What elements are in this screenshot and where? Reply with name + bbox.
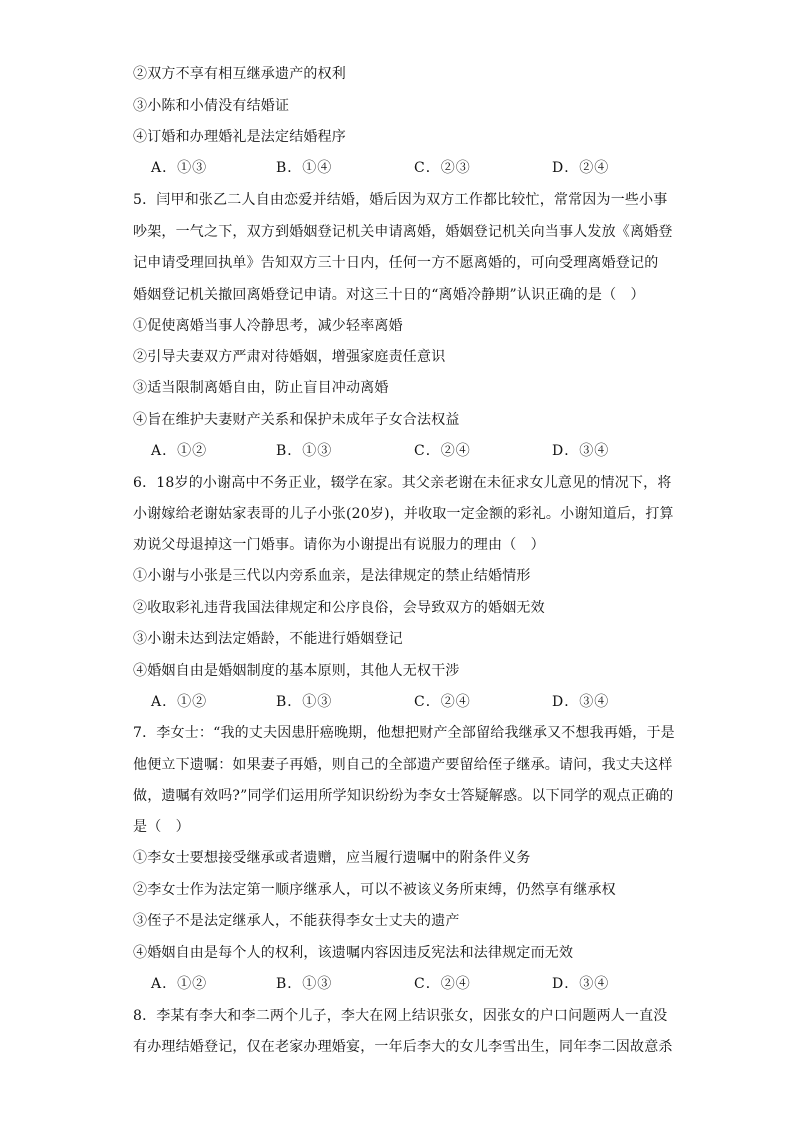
option-a[interactable]: A．①② bbox=[151, 976, 208, 992]
q5-statement-2: ②引导夫妻双方严肃对待婚姻，增强家庭责任意识 bbox=[133, 349, 446, 365]
q5-statement-3: ③适当限制离婚自由，防止盲目冲动离婚 bbox=[133, 380, 389, 396]
q7-stem-line: 他便立下遗嘱：如果妻子再婚，则自己的全部遗产要留给侄子继承。请问，我丈夫这样 bbox=[133, 757, 673, 773]
option-a[interactable]: A．①③ bbox=[151, 160, 208, 176]
q7-stem-line: 做，遗嘱有效吗?”同学们运用所学知识纷纷为李女士答疑解惑。以下同学的观点正确的 bbox=[133, 788, 674, 804]
q7-statement-2: ②李女士作为法定第一顺序继承人，可以不被该义务所束缚，仍然享有继承权 bbox=[133, 882, 616, 898]
q7-stem-line: 是（ ） bbox=[133, 819, 190, 835]
option-b[interactable]: B．①③ bbox=[276, 976, 333, 992]
option-d[interactable]: D．②④ bbox=[552, 160, 610, 176]
option-b[interactable]: B．①④ bbox=[276, 160, 333, 176]
q6-statement-1: ①小谢与小张是三代以内旁系血亲，是法律规定的禁止结婚情形 bbox=[133, 568, 531, 584]
q7-stem-line: 7．李女士：“我的丈夫因患肝癌晚期，他想把财产全部留给我继承又不想我再婚，于是 bbox=[133, 725, 675, 741]
q5-stem-line: 婚姻登记机关撤回离婚登记申请。对这三十日的“离婚冷静期”认识正确的是（ ） bbox=[133, 287, 645, 303]
q7-options bbox=[151, 974, 671, 994]
option-b[interactable]: B．①③ bbox=[276, 694, 333, 710]
q4-statement-4: ④订婚和办理婚礼是法定结婚程序 bbox=[133, 129, 346, 145]
option-a[interactable]: A．①② bbox=[151, 443, 208, 459]
q4-options bbox=[151, 158, 671, 178]
option-b[interactable]: B．①③ bbox=[276, 443, 333, 459]
q6-statement-4: ④婚姻自由是婚姻制度的基本原则，其他人无权干涉 bbox=[133, 663, 460, 679]
q7-statement-1: ①李女士要想接受继承或者遗赠，应当履行遗嘱中的附条件义务 bbox=[133, 850, 531, 866]
option-d[interactable]: D．③④ bbox=[552, 694, 610, 710]
q5-stem-line: 吵架，一气之下，双方到婚姻登记机关申请离婚，婚姻登记机关向当事人发放《离婚登 bbox=[133, 224, 673, 240]
q5-statement-1: ①促使离婚当事人冷静思考，减少轻率离婚 bbox=[133, 318, 403, 334]
q5-options bbox=[151, 441, 671, 461]
q6-statement-3: ③小谢未达到法定婚龄，不能进行婚姻登记 bbox=[133, 631, 403, 647]
q6-stem-line: 6．18岁的小谢高中不务正业，辍学在家。其父亲老谢在未征求女儿意见的情况下，将 bbox=[133, 475, 672, 491]
q6-statement-2: ②收取彩礼违背我国法律规定和公序良俗，会导致双方的婚姻无效 bbox=[133, 600, 545, 616]
option-c[interactable]: C．②④ bbox=[414, 443, 471, 459]
option-c[interactable]: C．②④ bbox=[414, 976, 471, 992]
q7-statement-4: ④婚姻自由是每个人的权利，该遗嘱内容因违反宪法和法律规定而无效 bbox=[133, 945, 574, 961]
q8-stem-line: 有办理结婚登记，仅在老家办理婚宴，一年后李大的女儿李雪出生，同年李二因故意杀 bbox=[133, 1039, 673, 1055]
q4-statement-2: ②双方不享有相互继承遗产的权利 bbox=[133, 66, 346, 82]
q5-statement-4: ④旨在维护夫妻财产关系和保护未成年子女合法权益 bbox=[133, 412, 460, 428]
option-d[interactable]: D．③④ bbox=[552, 443, 610, 459]
q4-statement-3: ③小陈和小倩没有结婚证 bbox=[133, 98, 290, 114]
q8-stem-line: 8．李某有李大和李二两个儿子，李大在网上结识张女，因张女的户口问题两人一直没 bbox=[133, 1008, 668, 1024]
option-c[interactable]: C．②④ bbox=[414, 694, 471, 710]
q6-stem-line: 小谢嫁给老谢姑家表哥的儿子小张(20岁)，并收取一定金额的彩礼。小谢知道后，打算 bbox=[133, 506, 674, 522]
option-d[interactable]: D．③④ bbox=[552, 976, 610, 992]
q6-stem-line: 劝说父母退掉这一门婚事。请你为小谢提出有说服力的理由（ ） bbox=[133, 537, 545, 553]
q5-stem-line: 5．闫甲和张乙二人自由恋爱并结婚，婚后因为双方工作都比较忙，常常因为一些小事 bbox=[133, 192, 668, 208]
q5-stem-line: 记申请受理回执单》告知双方三十日内，任何一方不愿离婚的，可向受理离婚登记的 bbox=[133, 255, 659, 271]
option-c[interactable]: C．②③ bbox=[414, 160, 471, 176]
q6-options bbox=[151, 692, 671, 712]
option-a[interactable]: A．①② bbox=[151, 694, 208, 710]
q7-statement-3: ③侄子不是法定继承人，不能获得李女士丈夫的遗产 bbox=[133, 913, 460, 929]
